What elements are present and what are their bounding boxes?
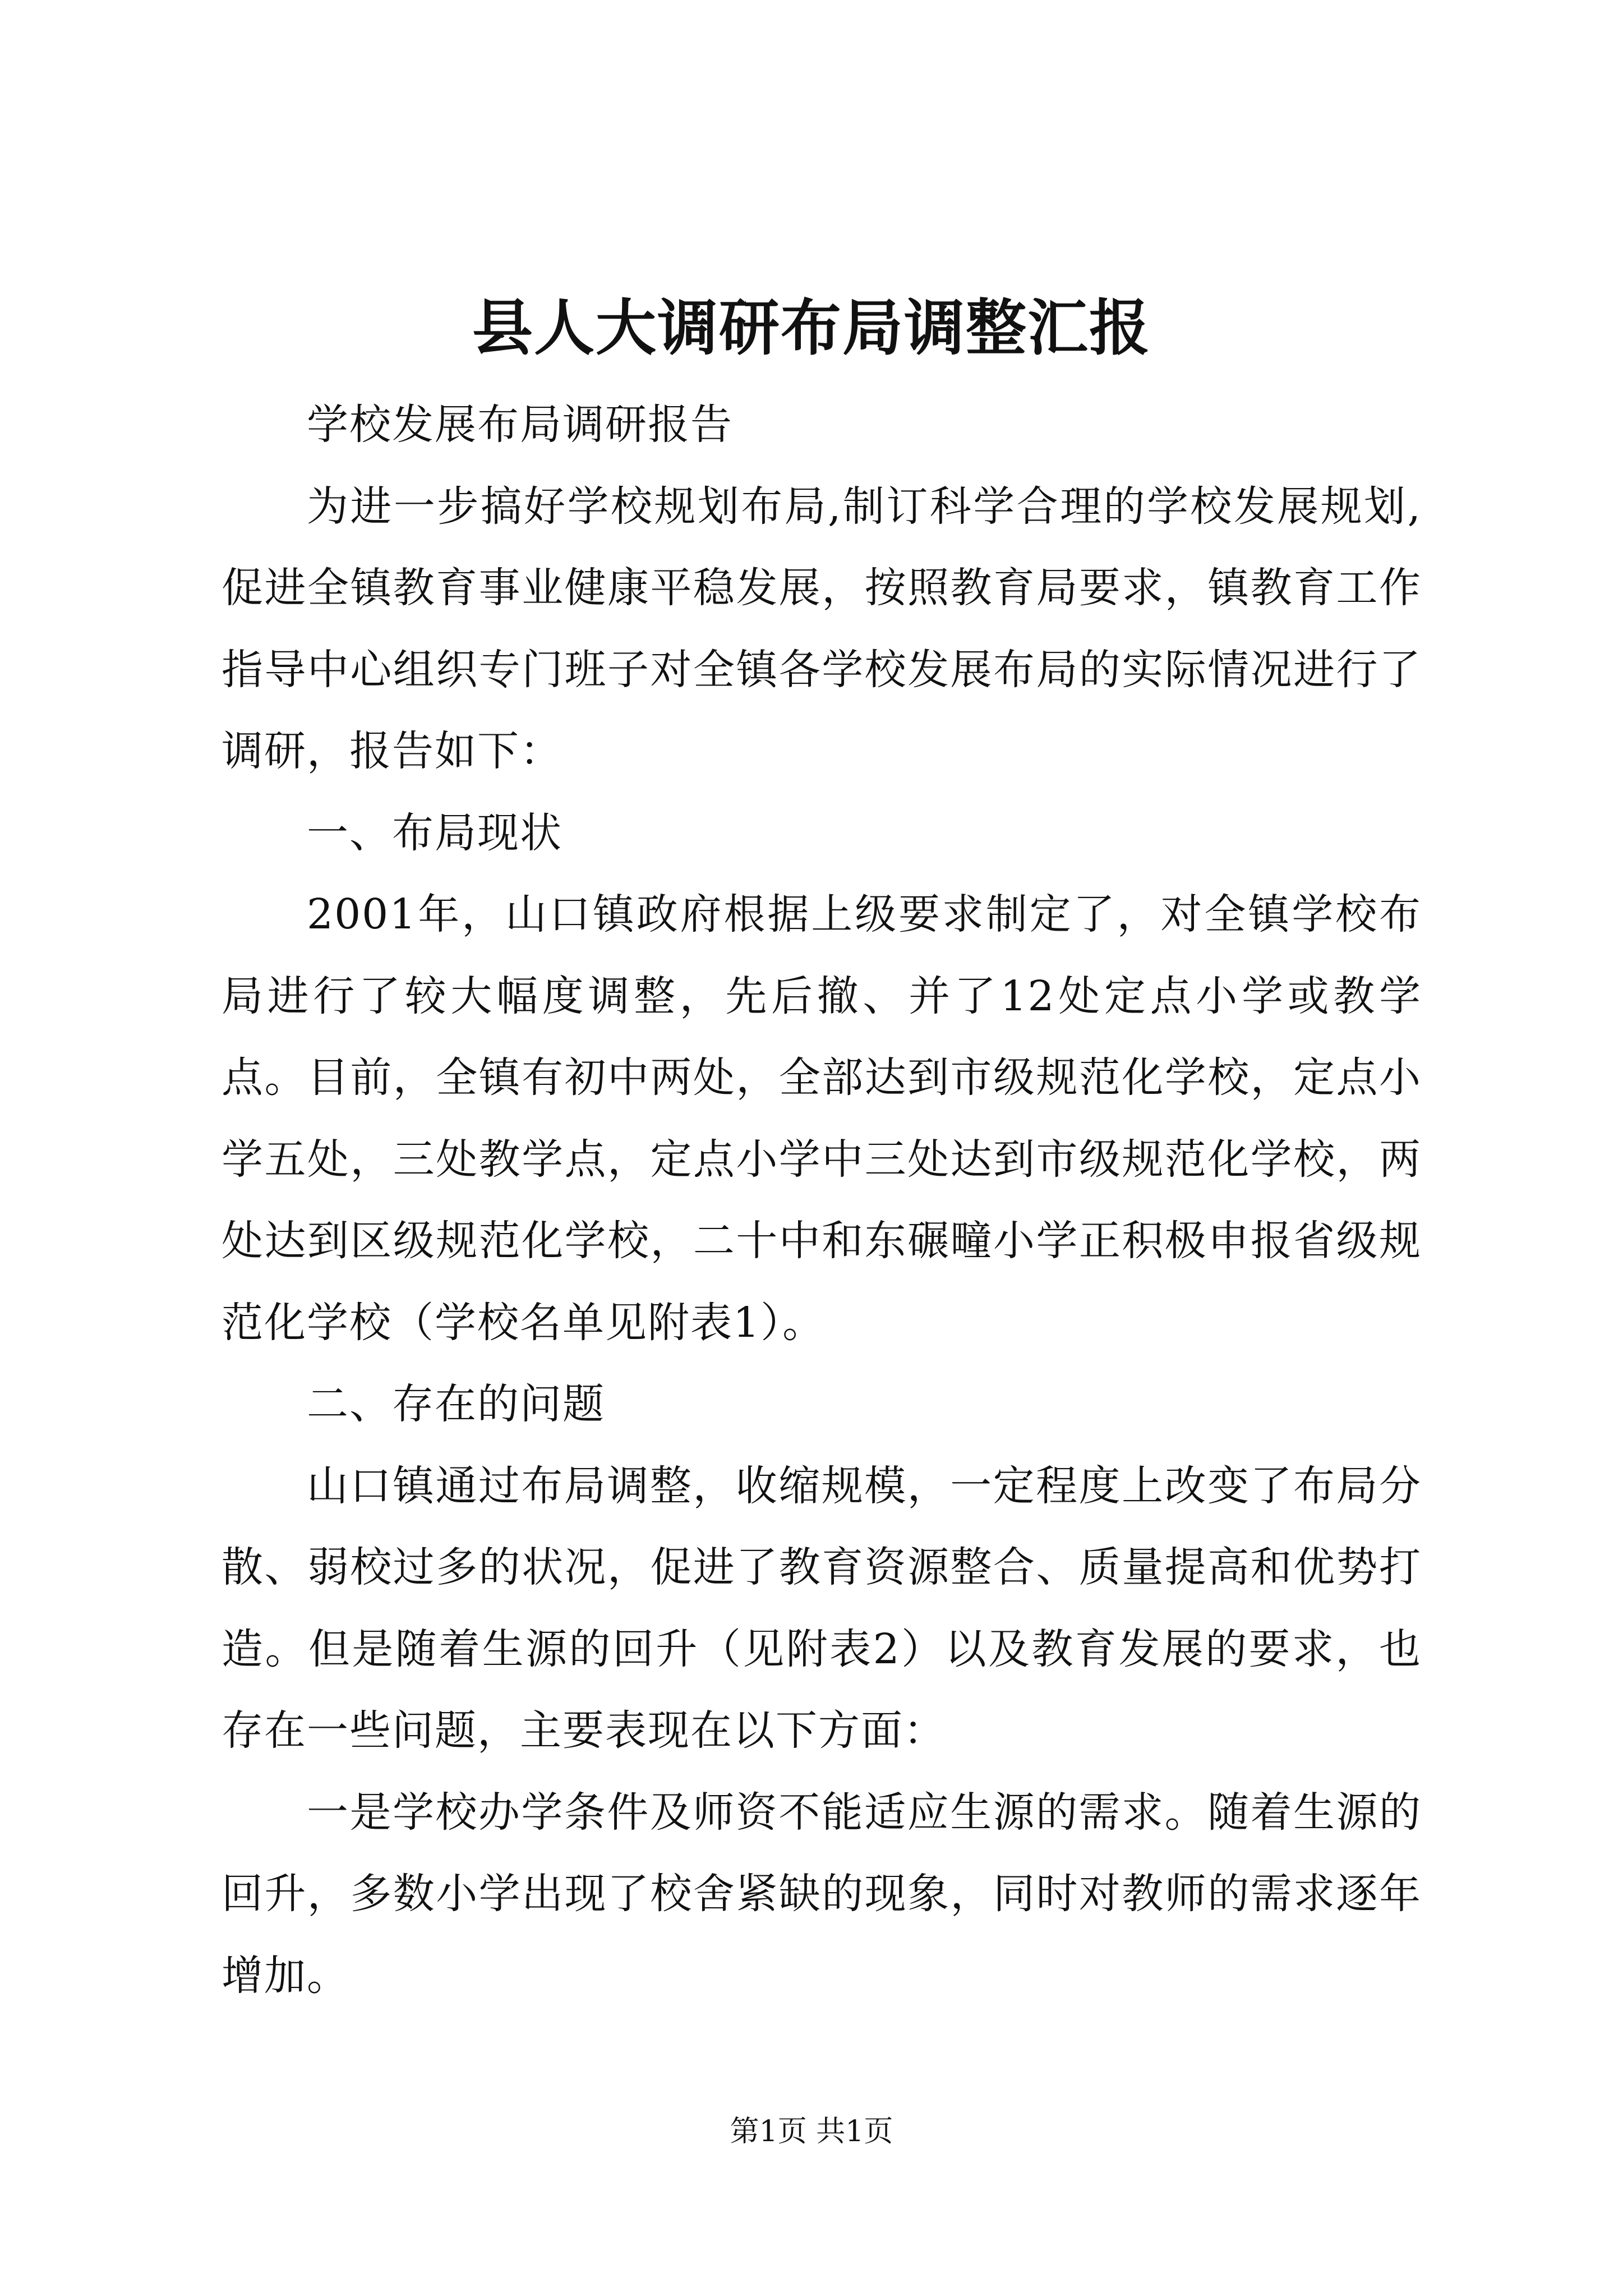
subtitle-paragraph: 学校发展布局调研报告 (307, 401, 733, 449)
section-heading-layout-status: 一、布局现状 (307, 808, 562, 857)
page-footer: 第1页 共1页 (730, 2115, 893, 2148)
problem-one-paragraph: 一是学校办学条件及师资不能适应生源的需求。随着生源的回升，多数小学出现了校舍紧缺的现象，同时对教师的需求逐年增加。 (222, 1788, 1422, 2000)
document-body (222, 384, 1422, 2017)
layout-status-paragraph: 2001年，山口镇政府根据上级要求制定了，对全镇学校布局进行了较大幅度调整，先后撤、并了12处定点小学或教学点。目前，全镇有初中两处，全部达到市级规范化学校，定点小学五处，三处教学点，定点小学中三处达到市级规范化学校，两处达到区级规范化学校，二十中和东碾疃小学正积极申报省级规范化学校（学校名单见附表1）。 (222, 890, 1422, 1347)
problems-paragraph: 山口镇通过布局调整，收缩规模，一定程度上改变了布局分散、弱校过多的状况，促进了教育资源整合、质量提高和优势打造。但是随着生源的回升（见附表2）以及教育发展的要求，也存在一些问题，主要表现在以下方面： (222, 1461, 1422, 1755)
section-heading-problems: 二、存在的问题 (307, 1380, 605, 1428)
document-title: 县人大调研布局调整汇报 (472, 293, 1151, 364)
intro-paragraph: 为进一步搞好学校规划布局,制订科学合理的学校发展规划,促进全镇教育事业健康平稳发展，按照教育局要求，镇教育工作指导中心组织专门班子对全镇各学校发展布局的实际情况进行了调研，报告如下： (222, 482, 1422, 775)
